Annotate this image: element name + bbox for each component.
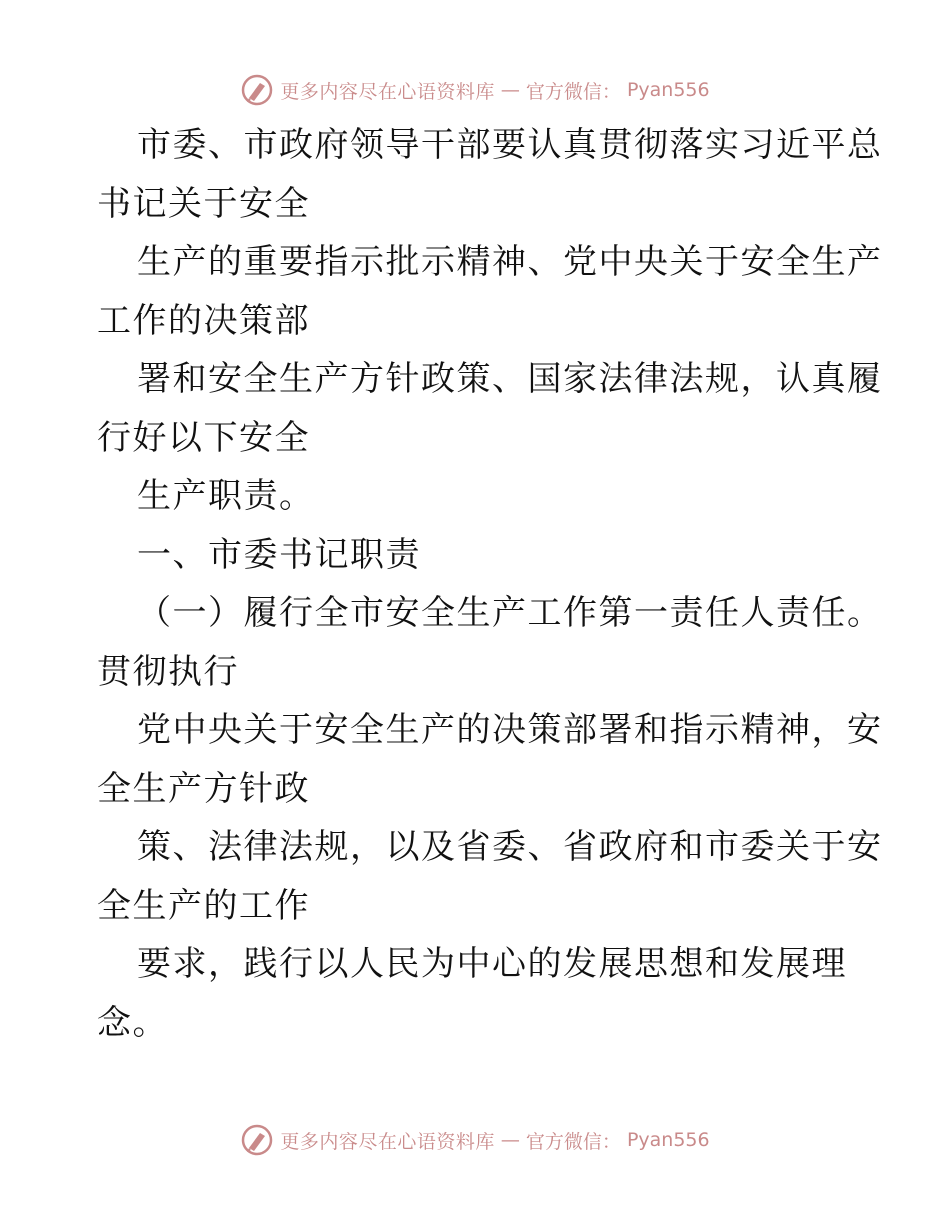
pen-logo-icon (240, 1123, 274, 1157)
text-line: 全生产方针政 (97, 768, 310, 809)
text-line: 贯彻执行 (97, 651, 239, 692)
text-line: 署和安全生产方针政策、国家法律法规，认真履 (137, 359, 883, 399)
banner-wechat-id: Pyan556 (626, 79, 710, 101)
text-line: 全生产的工作 (97, 885, 310, 926)
text-line: 书记关于安全 (97, 183, 310, 224)
pen-logo-icon (240, 73, 274, 107)
text-line: 生产的重要指示批示精神、党中央关于安全生产 (137, 242, 883, 282)
banner-title: 更多内容尽在心语资料库 (280, 1130, 495, 1153)
text-line: 策、法律法规，以及省委、省政府和市委关于安 (137, 827, 883, 867)
text-line: 生产职责。 (137, 476, 315, 516)
banner-separator: — (500, 79, 520, 101)
banner-wechat-label: 官方微信： (525, 80, 621, 103)
footer-banner (0, 1120, 950, 1160)
text-line: 一、市委书记职责 (137, 534, 421, 575)
header-banner (0, 70, 950, 110)
text-line: 市委、市政府领导干部要认真贯彻落实习近平总 (137, 125, 883, 165)
banner-wechat-id: Pyan556 (626, 1129, 710, 1151)
banner-separator: — (500, 1129, 520, 1151)
text-line: （一）履行全市安全生产工作第一责任人责任。 (137, 593, 883, 633)
text-line: 念。 (97, 1002, 168, 1043)
banner-wechat-label: 官方微信： (525, 1130, 621, 1153)
text-line: 党中央关于安全生产的决策部署和指示精神，安 (137, 710, 883, 750)
text-line: 行好以下安全 (97, 417, 310, 458)
text-line: 工作的决策部 (97, 300, 310, 341)
text-line: 要求，践行以人民为中心的发展思想和发展理 (137, 944, 847, 984)
document-body (97, 116, 883, 1052)
banner-title: 更多内容尽在心语资料库 (280, 80, 495, 103)
